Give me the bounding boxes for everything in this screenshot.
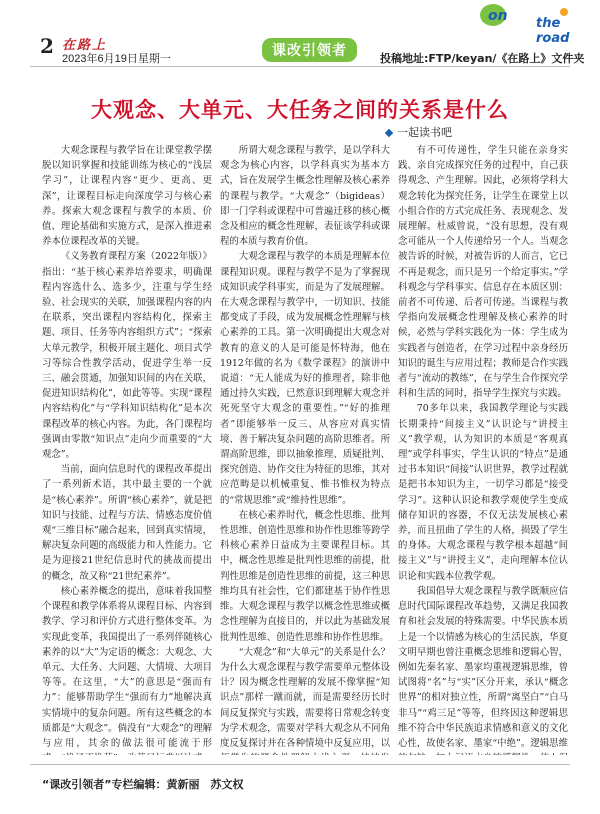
submission-address: 投稿地址:FTP/keyan/《在路上》文件夹 <box>380 52 585 65</box>
paragraph: 当前，面向信息时代的课程改革提出了一系列新术语，其中最主要的一个就是“核心素养”。所谓“核心素养”，就是把知识与技能、过程与方法、情感态度价值观“三维目标”融合起来，回到真实情境，解决复杂问题的高级能力和人性能力。它是为迎接21世纪信息时代的挑战而提出的概念，故又称“21世纪素养”。 <box>42 464 212 582</box>
section-badge: 课改引领者 <box>262 38 357 62</box>
brand-logo <box>478 2 588 46</box>
paragraph: “大观念”和“大单元”的关系是什么？为什么大观念课程与教学需要单元整体设计？因为概念性理解的发展不像掌握“知识点”那样一蹴而就，而是需要经历长时间反复探究与实践，需要将日常观念转变为学术观念，需要对学科大观念从不同角度反复探讨并在各种情境中反复应用，以 <box>220 646 390 749</box>
article-column-2 <box>220 143 390 755</box>
article-column-1 <box>42 143 212 755</box>
article-column-3 <box>398 143 568 755</box>
column-editors: “课改引领者”专栏编辑：黄新丽 苏文权 <box>42 778 244 791</box>
page-header <box>0 0 600 64</box>
paragraph: 我国倡导大观念课程与教学既顺应信息时代国际课程改革趋势，又满足我国教育和社会发展的特殊需要。中华民族本质上是一个以情感为核心的生活民族，华夏文明早期也曾注重概念思维和逻辑心智，例如先秦名家、墨家均重视逻辑思维，曾试图将“名”与“实”区分开来，承认“概念世界”的相对独立性，所谓“离坚白”“白马非马”“鸡三足”等等，但终因这种逻辑思维不符合中华民族追求情感和意义的文化心性，故使名家、墨家“中绝”。逻辑思维 <box>398 585 568 749</box>
brand-word-road: the road <box>536 16 570 46</box>
page-number: 2 <box>40 34 54 58</box>
paragraph: 大观念课程与教学的本质是理解本位课程知识观。课程与教学不是为了掌握现成知识或学科事实，而是为了发展理解。在大观念课程与教学中，一切知识、技能都变成了手段，成为发展概念性理解与核心素养的工具。第一次明确提出大观念对教育的意义的人是可能是怀特海，他在1912年做的名为《数学课程》的演讲中说道：“无人能成为好的推理者，除非他通过持久实践，已然意识到理解大观念并死死坚守大观念的重要性。”“好的推理者”即能够举一反三、从容应对真实情境、善于解决复杂问题的高阶思维者。所谓高阶思维，即以抽象推理、质疑批判、探究创造、协作交往为特征的思维，其对应范畴是以机械重复、惟书惟权为特点的“常规思维”或“维持性思维”。 <box>220 251 390 506</box>
article-title: 大观念、大单元、大任务之间的关系是什么 <box>91 98 509 122</box>
article-author <box>386 124 452 140</box>
paragraph: 核心素养概念的提出，意味着我国整个课程和教学体系将从课程目标、内容到教学、学习和评价方式进行整体变革。为实现此变革，我国提出了一系列伴随核心素养的以“大”为定语的概念：大观念、大单元、大任务、大问题、大情境、大项目等等。在这里，“大”的意思是“强而有力”：能够帮助学生“强而有力”地解决真实情境中的复杂问题。所有这些概念的本质都是“大观念”。倘没有“大观念”的理解与应用，其余的做法很可能流于形 <box>42 585 212 749</box>
paragraph: 70多年以来，我国教学理论与实践长期秉持“间接主义”认识论与“讲授主义”教学观，认为知识的本质是“客观真理”或学科事实，学生认识的“特点”是通过书本知识“间接”认识世界，教学过程就是把书本知识为主，一切学习都是“接受学习”。这种认识论和教学观使学生变成储存知识的容器，不仅无法发展核心素养，而且扭曲了学生的人格，损毁了学生的身体。大观念课程与教学根本超越“间接主义”与“讲授主义”，走向理解本位认识论和实践本位教学观。 <box>398 403 568 582</box>
paragraph: 在核心素养时代，概念性思维、批判性思维、创造性思维和协作性思维等跨学科核心素养日益成为主要课程目标。其中，概念性思维是批判性思维的前提，批判性思维是创造性思维的前提，这三种思维均具有社会性，它们都建基于协作性思维。大观念课程与教学以概念性思维或概念性理解为直接目的，并以此为基础发展批判性思维、创造性思维和协作性思维。 <box>220 509 390 643</box>
header-divider <box>30 66 570 67</box>
brand-word-on: on <box>488 8 508 24</box>
paragraph: 大观念课程与教学旨在让课堂教学摆脱以知识掌握和技能训练为核心的“浅层学习”，让课程内容“更少、更高、更深”，让课程目标走向深度学习与核心素养。探索大观念课程与教学的本质、价值、理论基础和实施方式，是深入推进素养本位课程改革的关键。 <box>42 145 212 248</box>
masthead-logo: 在路上 <box>62 38 108 53</box>
footer-divider <box>30 764 570 765</box>
issue-date: 2023年6月19日星期一 <box>62 53 171 65</box>
brand-dot-icon <box>560 8 568 16</box>
paragraph: 有不可传递性，学生只能在亲身实践、亲自完成探究任务的过程中，自己获得观念、产生理解。因此，必须将学科大观念转化为探究任务，让学生在课堂上以小组合作的方式完成任务、表现观念、发展理解。杜威曾说，“没有思想，没有观念可能从一个人传递给另一个人。当观念被告诉的时候，对被告诉的人而言，它已不再是观念，而只是另一个给定事实。”学科观念与学科事实、信息存在本质区别：前者不可传递、后者可传递。当课程与教学指向发展概念性理解及核心素养的时候，必然与学科实践化为一体：学生成为实践者与创造者，在学习过程中亲身经历知识的诞生与应用过程；教师是合作实践者与“流动的教练”，在与学生合作探究学科和生活的同时，指导学生探究与实践。 <box>398 145 568 400</box>
paragraph: 《义务教育课程方案（2022年版）》指出：“基于核心素养培养要求，明确课程内容选什么、选多少，注重与学生经验、社会现实的关联，加强课程内容的内在联系，突出课程内容结构化，探索主题、项目、任务等内容组织方式”；“探索大单元教学，积极开展主题化、项目式学习等综合性教学活动，促进学生举一反三、融会贯通，加强知识间的内在关联，促进知识结构化”，如此等等。实现“课程内容结构化”与“学科知识结构化”是本次课程改革的核心内容。为此，各门课程均强调由零散“知识点”走向少而重要的“大观念”。 <box>42 251 212 461</box>
diamond-icon <box>385 129 393 137</box>
paragraph: 所谓大观念课程与教学，是以学科大观念为核心内容，以学科真实为基本方式，旨在发展学生概念性理解及核心素养的课程与教学。“大观念”（bigideas）即一门学科或课程中可普遍迁移的核心概念及相应的概念性理解，表征该学科或课程的本质与教育价值。 <box>220 145 390 248</box>
author-name: 一起读书吧 <box>397 126 452 139</box>
